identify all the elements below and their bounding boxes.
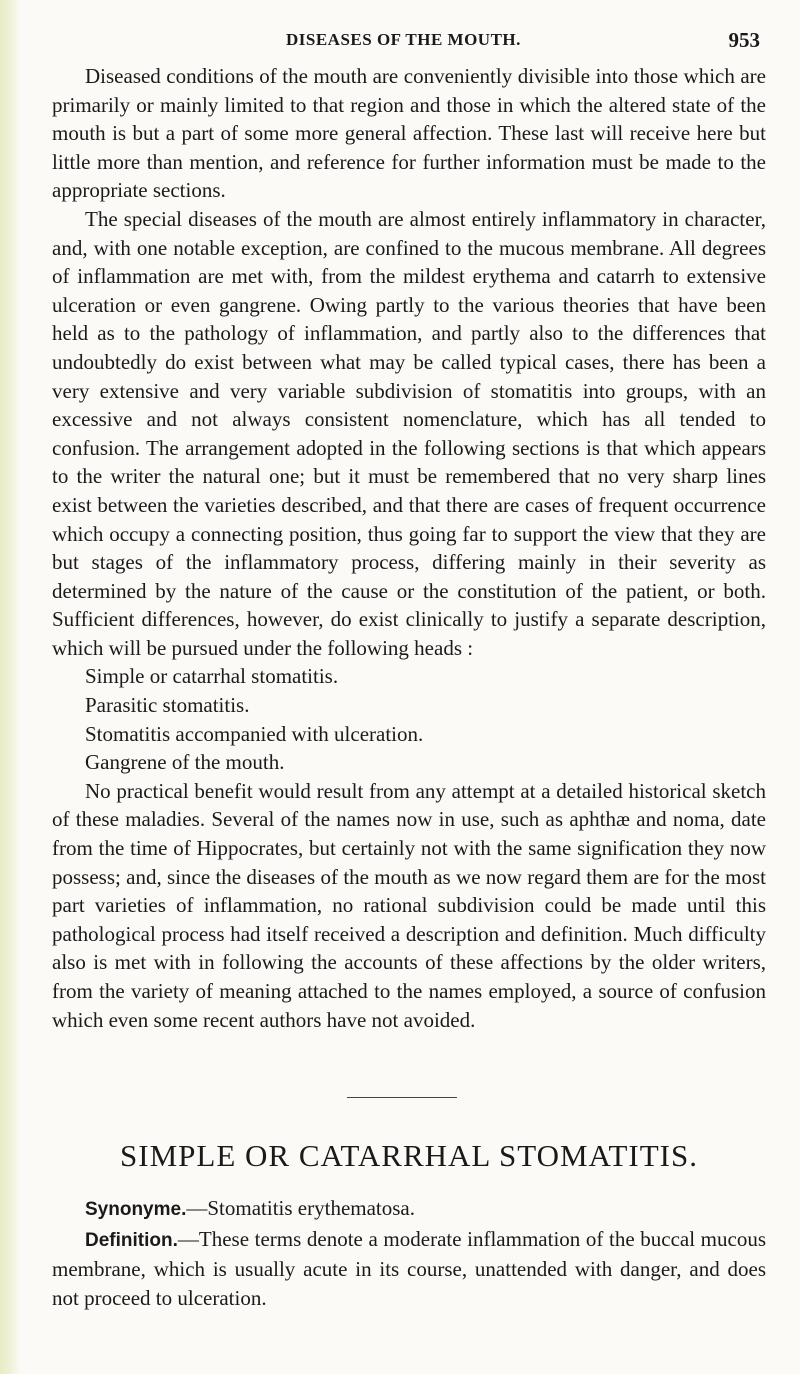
paragraph-history: No practical benefit would result from any attempt at a detailed historical sketch of these maladies. Several of the names now in use, such as aphthæ and noma, date from the time of Hippocrates, but certainly not with the same signification they now possess; and, since the diseases of the mouth as we now regard them are for the most part varieties of inflammation, no rational subdivision could be made until this pathological process had itself received a description and definition. Much difficulty also is met with in following the accounts of these affections by the older writers, from the variety of meaning attached to the names employed, a source of confusion which even some recent authors have not avoided. [52, 778, 766, 1032]
synonyme-text: —Stomatitis erythematosa. [186, 1196, 416, 1220]
list-item: Simple or catarrhal stomatitis. [85, 664, 339, 689]
definition-paragraph [52, 1225, 766, 1313]
page-number: 953 [728, 28, 760, 52]
synonyme-label: Synonyme. [85, 1199, 187, 1220]
paragraph-special-diseases: The special diseases of the mouth are almost entirely inflammatory in character, and, with one notable exception, are confined to the mucous membrane. All degrees of inflammation are met with, from the mildest erythema and catarrh to extensive ulceration or even gangrene. Owing partly to the various theories that have been held as to the pathology of inflammation, and partly also to the differences that undoubtedly do exist between what may be called typical cases, there has been a very extensive and very variable subdivision of stomatitis into groups, with an excessive and not always consistent nomenclature, which has all tended to confusion. The arrangement adopted in the following sections is that which appears to the writer the natural one; but it must be remembered that no very sharp lines exist between the varieties described, and that there are cases of frequent occurrence which occupy a connecting position, thus going far to support the view that they are but stages of the inflammatory process, differing mainly in their severity as determined by the nature of the cause or the constitution of the patient, or both. Sufficient differences, however, do exist clinically to justify a separate description, which will be pursued under the following heads : [52, 206, 766, 660]
definition-label: Definition. [85, 1229, 178, 1251]
heads-list [52, 662, 766, 776]
body-text [52, 62, 766, 1034]
synonyme-paragraph [52, 1194, 766, 1225]
list-item: Parasitic stomatitis. [85, 693, 250, 718]
running-head [96, 30, 760, 58]
list-item: Gangrene of the mouth. [85, 750, 285, 775]
page-edge-shading [0, 0, 20, 1374]
section-divider [347, 1097, 457, 1098]
section-body [52, 1194, 766, 1312]
paragraph-intro: Diseased conditions of the mouth are conveniently divisible into those which are primarily or mainly limited to that region and those in which the altered state of the mouth is but a part of some more general affection. These last will receive here but little more than mention, and reference for further information must be made to the appropriate sections. [52, 64, 766, 203]
definition-text: —These terms denote a moderate inflammation of the buccal mucous membrane, which is usually acute in its course, unattended with danger, and does not proceed to ulceration. [52, 1226, 766, 1310]
section-heading: SIMPLE OR CATARRHAL STOMATITIS. [120, 1138, 698, 1173]
running-title: DISEASES OF THE MOUTH. [286, 30, 521, 49]
list-item: Stomatitis accompanied with ulceration. [85, 721, 424, 746]
